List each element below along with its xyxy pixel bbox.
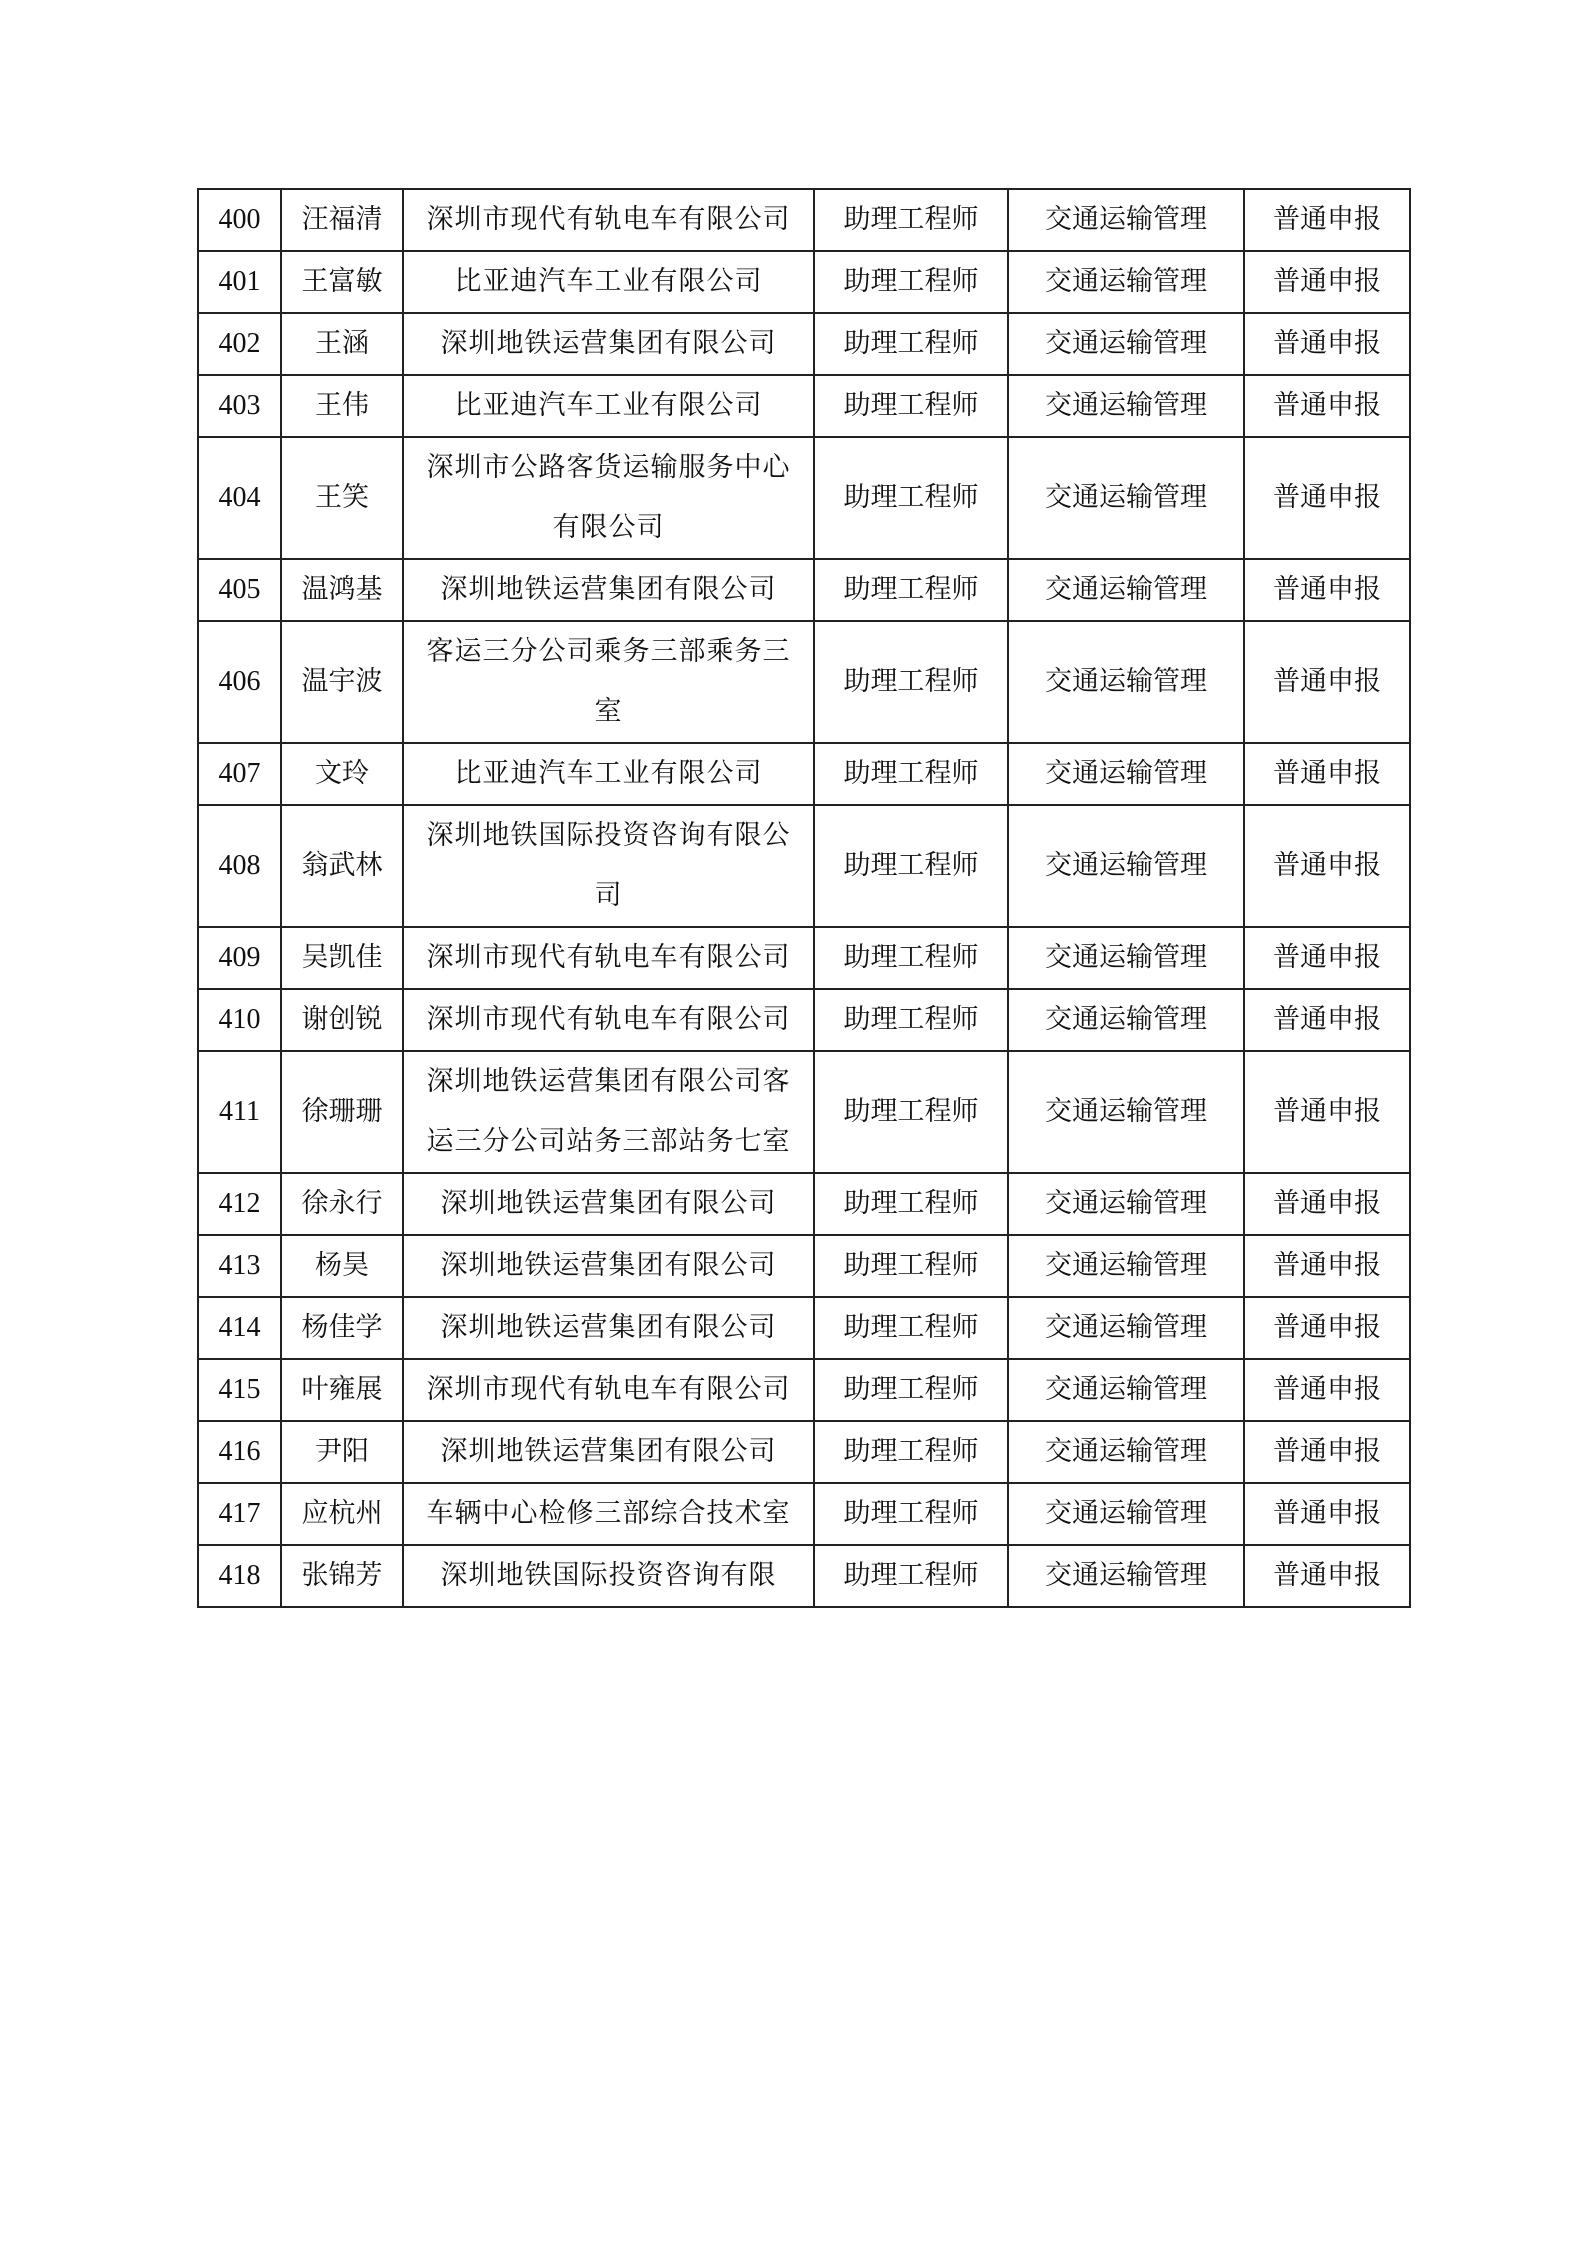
organization: 深圳市现代有轨电车有限公司 bbox=[403, 189, 814, 251]
qualification-title: 助理工程师 bbox=[814, 1421, 1008, 1483]
application-type: 普通申报 bbox=[1244, 621, 1410, 743]
organization: 深圳地铁运营集团有限公司 bbox=[403, 1421, 814, 1483]
organization: 客运三分公司乘务三部乘务三室 bbox=[403, 621, 814, 743]
applicant-name: 吴凯佳 bbox=[281, 927, 403, 989]
table-row bbox=[198, 1173, 1410, 1235]
application-type: 普通申报 bbox=[1244, 989, 1410, 1051]
qualification-title: 助理工程师 bbox=[814, 621, 1008, 743]
row-number: 408 bbox=[198, 805, 281, 927]
qualification-title: 助理工程师 bbox=[814, 989, 1008, 1051]
row-number: 411 bbox=[198, 1051, 281, 1173]
table-row bbox=[198, 805, 1410, 927]
table-row bbox=[198, 1235, 1410, 1297]
table-row bbox=[198, 927, 1410, 989]
specialty: 交通运输管理 bbox=[1008, 1173, 1244, 1235]
row-number: 402 bbox=[198, 313, 281, 375]
applicant-name: 温宇波 bbox=[281, 621, 403, 743]
applicant-name: 尹阳 bbox=[281, 1421, 403, 1483]
applicant-name: 翁武林 bbox=[281, 805, 403, 927]
specialty: 交通运输管理 bbox=[1008, 1051, 1244, 1173]
applicant-name: 徐珊珊 bbox=[281, 1051, 403, 1173]
application-type: 普通申报 bbox=[1244, 805, 1410, 927]
qualification-title: 助理工程师 bbox=[814, 313, 1008, 375]
qualification-title: 助理工程师 bbox=[814, 1051, 1008, 1173]
qualification-title: 助理工程师 bbox=[814, 927, 1008, 989]
specialty: 交通运输管理 bbox=[1008, 1359, 1244, 1421]
table-row bbox=[198, 1421, 1410, 1483]
application-type: 普通申报 bbox=[1244, 1421, 1410, 1483]
organization-text: 深圳地铁国际投资咨询有限 bbox=[440, 1560, 777, 1591]
qualification-title: 助理工程师 bbox=[814, 437, 1008, 559]
table-row bbox=[198, 1545, 1410, 1607]
application-type: 普通申报 bbox=[1244, 375, 1410, 437]
application-type: 普通申报 bbox=[1244, 743, 1410, 805]
qualification-title: 助理工程师 bbox=[814, 1235, 1008, 1297]
organization: 车辆中心检修三部综合技术室 bbox=[403, 1483, 814, 1545]
row-number: 403 bbox=[198, 375, 281, 437]
row-number: 414 bbox=[198, 1297, 281, 1359]
applicant-name: 王伟 bbox=[281, 375, 403, 437]
row-number: 404 bbox=[198, 437, 281, 559]
applicant-name: 王笑 bbox=[281, 437, 403, 559]
specialty: 交通运输管理 bbox=[1008, 189, 1244, 251]
row-number: 417 bbox=[198, 1483, 281, 1545]
applicant-name: 应杭州 bbox=[281, 1483, 403, 1545]
table-row bbox=[198, 251, 1410, 313]
organization bbox=[403, 1545, 814, 1607]
applicant-name: 温鸿基 bbox=[281, 559, 403, 621]
specialty: 交通运输管理 bbox=[1008, 743, 1244, 805]
specialty: 交通运输管理 bbox=[1008, 1421, 1244, 1483]
specialty: 交通运输管理 bbox=[1008, 251, 1244, 313]
application-type: 普通申报 bbox=[1244, 251, 1410, 313]
specialty: 交通运输管理 bbox=[1008, 437, 1244, 559]
specialty: 交通运输管理 bbox=[1008, 375, 1244, 437]
applicant-name: 汪福清 bbox=[281, 189, 403, 251]
applicant-name: 杨佳学 bbox=[281, 1297, 403, 1359]
specialty: 交通运输管理 bbox=[1008, 313, 1244, 375]
specialty: 交通运输管理 bbox=[1008, 559, 1244, 621]
organization: 深圳地铁运营集团有限公司 bbox=[403, 1173, 814, 1235]
application-type: 普通申报 bbox=[1244, 1359, 1410, 1421]
applicant-name: 王富敏 bbox=[281, 251, 403, 313]
specialty: 交通运输管理 bbox=[1008, 927, 1244, 989]
row-number: 400 bbox=[198, 189, 281, 251]
specialty: 交通运输管理 bbox=[1008, 1297, 1244, 1359]
row-number: 410 bbox=[198, 989, 281, 1051]
qualification-title: 助理工程师 bbox=[814, 375, 1008, 437]
table-row bbox=[198, 1359, 1410, 1421]
qualification-title: 助理工程师 bbox=[814, 805, 1008, 927]
organization: 深圳地铁运营集团有限公司 bbox=[403, 559, 814, 621]
qualification-title: 助理工程师 bbox=[814, 559, 1008, 621]
row-number: 412 bbox=[198, 1173, 281, 1235]
applicant-name: 杨昊 bbox=[281, 1235, 403, 1297]
application-type: 普通申报 bbox=[1244, 1173, 1410, 1235]
specialty: 交通运输管理 bbox=[1008, 1235, 1244, 1297]
applicant-name: 文玲 bbox=[281, 743, 403, 805]
table-row bbox=[198, 559, 1410, 621]
qualification-title: 助理工程师 bbox=[814, 1545, 1008, 1607]
application-type: 普通申报 bbox=[1244, 1483, 1410, 1545]
organization: 深圳地铁运营集团有限公司 bbox=[403, 313, 814, 375]
table-row bbox=[198, 743, 1410, 805]
specialty: 交通运输管理 bbox=[1008, 1483, 1244, 1545]
row-number: 407 bbox=[198, 743, 281, 805]
organization: 深圳地铁运营集团有限公司客运三分公司站务三部站务七室 bbox=[403, 1051, 814, 1173]
applicant-name: 张锦芳 bbox=[281, 1545, 403, 1607]
organization: 深圳地铁国际投资咨询有限公司 bbox=[403, 805, 814, 927]
organization: 深圳地铁运营集团有限公司 bbox=[403, 1297, 814, 1359]
organization: 深圳地铁运营集团有限公司 bbox=[403, 1235, 814, 1297]
specialty: 交通运输管理 bbox=[1008, 621, 1244, 743]
applicant-name: 谢创锐 bbox=[281, 989, 403, 1051]
table-row bbox=[198, 621, 1410, 743]
organization: 深圳市公路客货运输服务中心有限公司 bbox=[403, 437, 814, 559]
row-number: 405 bbox=[198, 559, 281, 621]
row-number: 415 bbox=[198, 1359, 281, 1421]
table-row bbox=[198, 375, 1410, 437]
qualification-title: 助理工程师 bbox=[814, 251, 1008, 313]
application-type: 普通申报 bbox=[1244, 1235, 1410, 1297]
applicant-name: 王涵 bbox=[281, 313, 403, 375]
organization: 深圳市现代有轨电车有限公司 bbox=[403, 927, 814, 989]
qualification-title: 助理工程师 bbox=[814, 1483, 1008, 1545]
table-row bbox=[198, 1297, 1410, 1359]
application-type: 普通申报 bbox=[1244, 927, 1410, 989]
row-number: 413 bbox=[198, 1235, 281, 1297]
table-row bbox=[198, 989, 1410, 1051]
application-type: 普通申报 bbox=[1244, 1545, 1410, 1607]
qualification-title: 助理工程师 bbox=[814, 189, 1008, 251]
table-row bbox=[198, 1483, 1410, 1545]
application-type: 普通申报 bbox=[1244, 559, 1410, 621]
applicant-name: 叶雍展 bbox=[281, 1359, 403, 1421]
row-number: 406 bbox=[198, 621, 281, 743]
qualification-title: 助理工程师 bbox=[814, 1297, 1008, 1359]
application-type: 普通申报 bbox=[1244, 1297, 1410, 1359]
table-row bbox=[198, 437, 1410, 559]
applicant-name: 徐永行 bbox=[281, 1173, 403, 1235]
organization: 比亚迪汽车工业有限公司 bbox=[403, 743, 814, 805]
application-type: 普通申报 bbox=[1244, 1051, 1410, 1173]
organization: 比亚迪汽车工业有限公司 bbox=[403, 251, 814, 313]
table-row bbox=[198, 1051, 1410, 1173]
row-number: 416 bbox=[198, 1421, 281, 1483]
specialty: 交通运输管理 bbox=[1008, 989, 1244, 1051]
row-number: 401 bbox=[198, 251, 281, 313]
specialty: 交通运输管理 bbox=[1008, 805, 1244, 927]
qualification-title: 助理工程师 bbox=[814, 1173, 1008, 1235]
table-row bbox=[198, 189, 1410, 251]
application-type: 普通申报 bbox=[1244, 313, 1410, 375]
specialty: 交通运输管理 bbox=[1008, 1545, 1244, 1607]
qualification-title: 助理工程师 bbox=[814, 743, 1008, 805]
organization: 深圳市现代有轨电车有限公司 bbox=[403, 989, 814, 1051]
application-type: 普通申报 bbox=[1244, 189, 1410, 251]
table-row bbox=[198, 313, 1410, 375]
row-number: 409 bbox=[198, 927, 281, 989]
applicant-table bbox=[197, 188, 1411, 1608]
organization: 深圳市现代有轨电车有限公司 bbox=[403, 1359, 814, 1421]
row-number: 418 bbox=[198, 1545, 281, 1607]
qualification-title: 助理工程师 bbox=[814, 1359, 1008, 1421]
application-type: 普通申报 bbox=[1244, 437, 1410, 559]
organization: 比亚迪汽车工业有限公司 bbox=[403, 375, 814, 437]
